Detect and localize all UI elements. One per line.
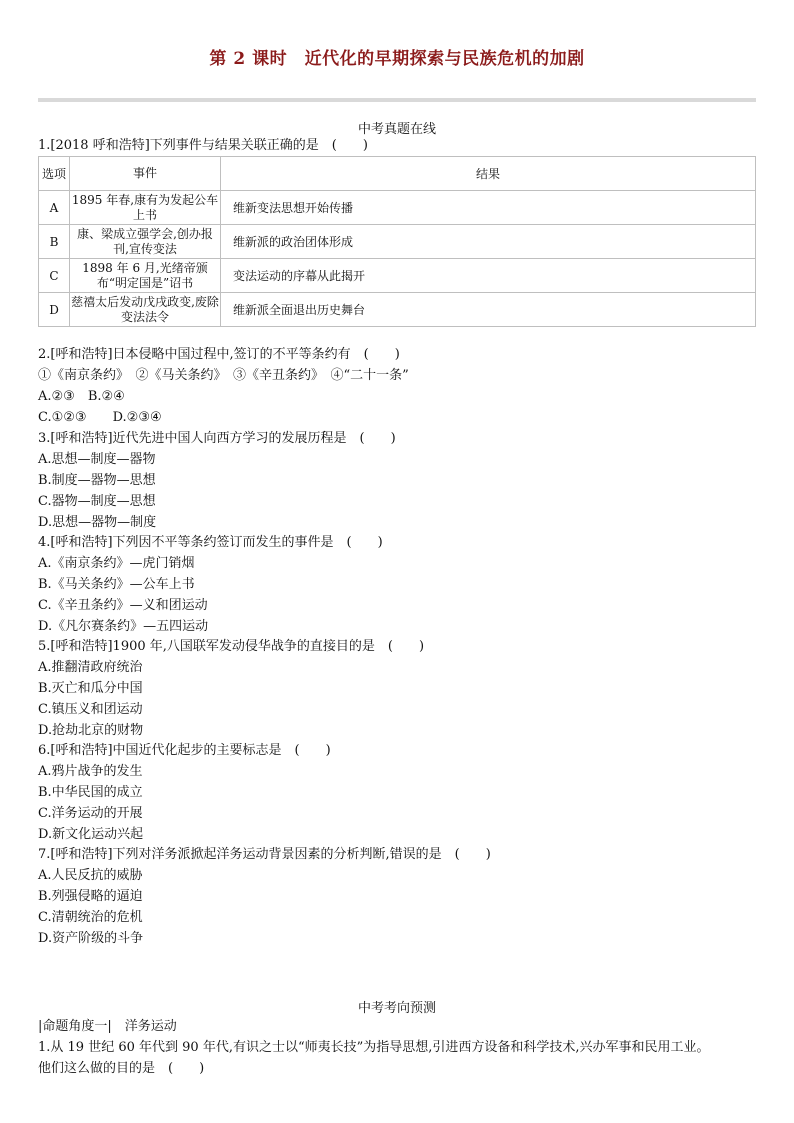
table-header-row bbox=[39, 157, 756, 191]
title-divider bbox=[38, 98, 756, 102]
question-7-stem: 7.[呼和浩特]下列对洋务派掀起洋务运动背景因素的分析判断,错误的是 ( ) bbox=[38, 847, 491, 862]
question-3-option-c: C.器物—制度—思想 bbox=[38, 494, 156, 509]
question-4-option-a: A.《南京条约》—虎门销烟 bbox=[38, 556, 195, 571]
question-3-option-d: D.思想—器物—制度 bbox=[38, 515, 157, 530]
question-5-stem: 5.[呼和浩特]1900 年,八国联军发动侵华战争的直接目的是 ( ) bbox=[38, 639, 425, 654]
forecast-question-1-line-1: 1.从 19 世纪 60 年代到 90 年代,有识之士以“师夷长技”为指导思想,引进西方设备和科学技术,兴办军事和民用工业。 bbox=[38, 1040, 710, 1055]
table-cell-result: 维新派全面退出历史舞台 bbox=[221, 293, 756, 327]
table-header-event: 事件 bbox=[70, 157, 221, 191]
table-row bbox=[39, 259, 756, 293]
table-row bbox=[39, 225, 756, 259]
table-cell-event: 1895 年春,康有为发起公车上书 bbox=[70, 191, 221, 225]
table-cell-option: B bbox=[39, 225, 70, 259]
question-2-options-row-2: C.①②③ D.②③④ bbox=[38, 410, 162, 425]
question-1-stem: 1.[2018 呼和浩特]下列事件与结果关联正确的是 ( ) bbox=[38, 138, 368, 153]
table-cell-result: 维新变法思想开始传播 bbox=[221, 191, 756, 225]
question-4-option-d: D.《凡尔赛条约》—五四运动 bbox=[38, 619, 209, 634]
question-7-option-a: A.人民反抗的威胁 bbox=[38, 868, 143, 883]
question-2-options-row-1: A.②③ B.②④ bbox=[38, 389, 125, 404]
question-2-stem: 2.[呼和浩特]日本侵略中国过程中,签订的不平等条约有 ( ) bbox=[38, 347, 400, 362]
question-3-option-b: B.制度—器物—思想 bbox=[38, 473, 156, 488]
section-heading-exam-questions: 中考真题在线 bbox=[357, 122, 436, 137]
question-6-option-a: A.鸦片战争的发生 bbox=[38, 764, 143, 779]
question-4-stem: 4.[呼和浩特]下列因不平等条约签订而发生的事件是 ( ) bbox=[38, 535, 383, 550]
table-cell-option: A bbox=[39, 191, 70, 225]
table-cell-result: 变法运动的序幕从此揭开 bbox=[221, 259, 756, 293]
table-row bbox=[39, 191, 756, 225]
question-6-stem: 6.[呼和浩特]中国近代化起步的主要标志是 ( ) bbox=[38, 743, 331, 758]
question-5-option-a: A.推翻清政府统治 bbox=[38, 660, 143, 675]
question-1-table bbox=[38, 156, 756, 327]
section-heading-forecast: 中考考向预测 bbox=[357, 1001, 436, 1016]
proposition-angle-heading: |命题角度一| 洋务运动 bbox=[38, 1019, 177, 1034]
question-5-option-c: C.镇压义和团运动 bbox=[38, 702, 143, 717]
table-cell-option: C bbox=[39, 259, 70, 293]
table-cell-option: D bbox=[39, 293, 70, 327]
table-row bbox=[39, 293, 756, 327]
question-5-option-b: B.灭亡和瓜分中国 bbox=[38, 681, 143, 696]
table-cell-event: 1898 年 6 月,光绪帝颁布“明定国是”诏书 bbox=[70, 259, 221, 293]
table-cell-event: 慈禧太后发动戊戌政变,废除变法法令 bbox=[70, 293, 221, 327]
question-2-items: ①《南京条约》 ②《马关条约》 ③《辛丑条约》 ④“二十一条” bbox=[38, 368, 409, 383]
question-3-stem: 3.[呼和浩特]近代先进中国人向西方学习的发展历程是 ( ) bbox=[38, 431, 396, 446]
question-5-option-d: D.抢劫北京的财物 bbox=[38, 723, 144, 738]
table-cell-event: 康、梁成立强学会,创办报刊,宣传变法 bbox=[70, 225, 221, 259]
question-7-option-b: B.列强侵略的逼迫 bbox=[38, 889, 143, 904]
question-3-option-a: A.思想—制度—器物 bbox=[38, 452, 156, 467]
table-cell-result: 维新派的政治团体形成 bbox=[221, 225, 756, 259]
question-6-option-c: C.洋务运动的开展 bbox=[38, 806, 143, 821]
document-title: 第 2 课时 近代化的早期探索与民族危机的加剧 bbox=[209, 49, 585, 69]
table-header-option: 选项 bbox=[39, 157, 70, 191]
forecast-question-1-line-2: 他们这么做的目的是 ( ) bbox=[38, 1061, 205, 1076]
question-6-option-b: B.中华民国的成立 bbox=[38, 785, 143, 800]
question-6-option-d: D.新文化运动兴起 bbox=[38, 827, 144, 842]
table-header-result: 结果 bbox=[221, 157, 756, 191]
question-7-option-d: D.资产阶级的斗争 bbox=[38, 931, 144, 946]
question-7-option-c: C.清朝统治的危机 bbox=[38, 910, 143, 925]
question-4-option-b: B.《马关条约》—公车上书 bbox=[38, 577, 195, 592]
question-4-option-c: C.《辛丑条约》—义和团运动 bbox=[38, 598, 208, 613]
